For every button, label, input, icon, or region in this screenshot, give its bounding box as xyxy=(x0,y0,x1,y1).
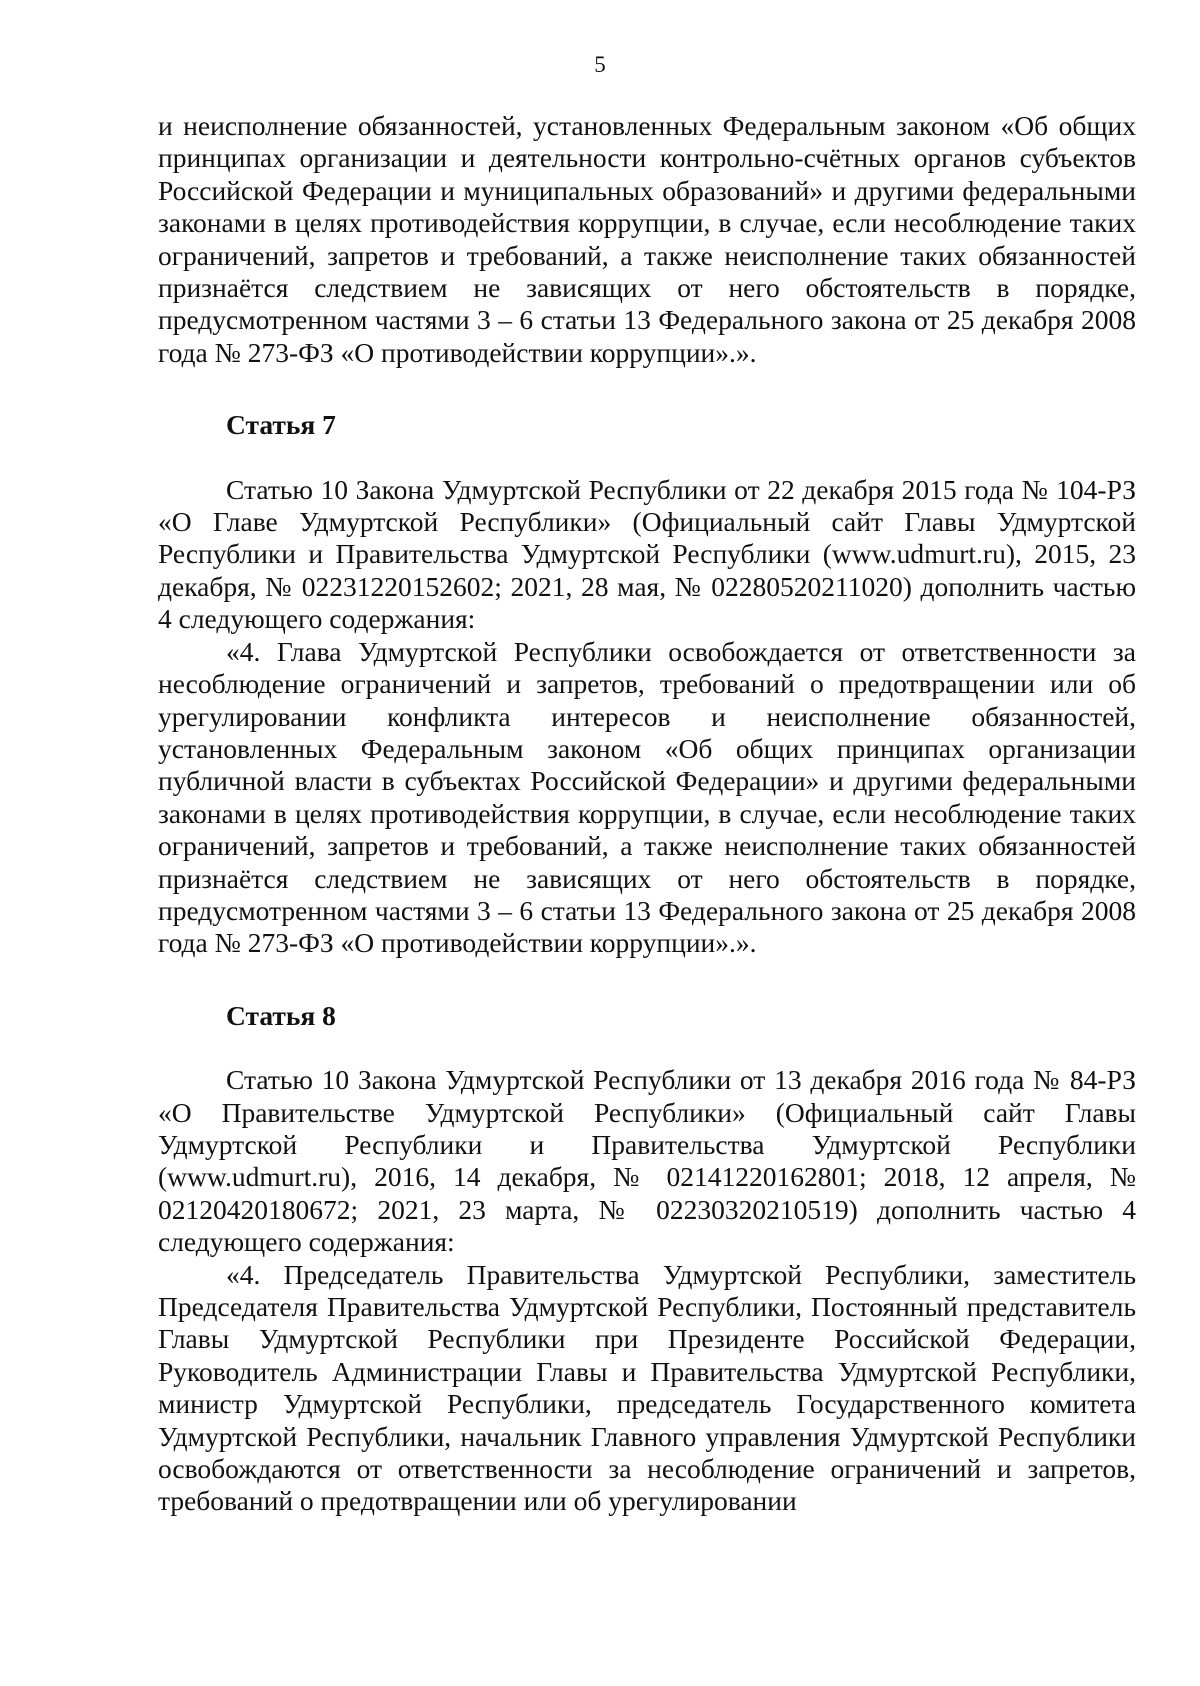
article-8-paragraph-2: «4. Председатель Правительства Удмуртской Республики, заместитель Председателя Правительства Удмуртской Республики, Постоянный представитель Главы Удмуртской Республики при Президенте Российской Федерации, Руководитель Администрации Главы и Правительства Удмуртской Республики, министр Удмуртской Республики, председатель Государственного комитета Удмуртской Республики, начальник Главного управления Удмуртской Республики освобождаются от ответственности за несоблюдение ограничений и запретов, требований о предотвращении или об урегулировании xyxy=(158,1258,1136,1517)
article-7-heading: Статья 7 xyxy=(226,409,336,441)
document-body xyxy=(158,110,1136,1518)
article-8-heading: Статья 8 xyxy=(226,999,336,1031)
spacer xyxy=(158,1032,1136,1064)
page-number: 5 xyxy=(594,52,606,77)
paragraph-continuation: и неисполнение обязанностей, установленных Федеральным законом «Об общих принципах организации и деятельности контрольно-счётных органов субъектов Российской Федерации и муниципальных образований» и другими федеральными законами в целях противодействия коррупции, в случае, если несоблюдение таких ограничений, запретов и требований, а также неисполнение таких обязанностей признаётся следствием не зависящих от него обстоятельств в порядке, предусмотренном частями 3 – 6 статьи 13 Федерального закона от 25 декабря 2008 года № 273-ФЗ «О противодействии коррупции».». xyxy=(158,110,1136,368)
spacer xyxy=(158,960,1136,1000)
spacer xyxy=(158,442,1136,474)
article-7-paragraph-2: «4. Глава Удмуртской Республики освобождается от ответственности за несоблюдение ограничений и запретов, требований о предотвращении или об урегулировании конфликта интересов и неисполнение обязанностей, установленных Федеральным законом «Об общих принципах организации публичной власти в субъектах Российской Федерации» и другими федеральными законами в целях противодействия коррупции, в случае, если несоблюдение таких ограничений, запретов и требований, а также неисполнение таких обязанностей признаётся следствием не зависящих от него обстоятельств в порядке, предусмотренном частями 3 – 6 статьи 13 Федерального закона от 25 декабря 2008 года № 273-ФЗ «О противодействии коррупции».». xyxy=(158,635,1136,959)
spacer xyxy=(158,369,1136,409)
article-8-paragraph-1: Статью 10 Закона Удмуртской Республики от 13 декабря 2016 года № 84-РЗ «О Правительстве Удмуртской Республики» (Официальный сайт Главы Удмуртской Республики и Правительства Удмуртской Республики (www.udmurt.ru), 2016, 14 декабря, № 02141220162801; 2018, 12 апреля, № 02120420180672; 2021, 23 марта, № 02230320210519) дополнить частью 4 следующего содержания: xyxy=(158,1064,1136,1258)
article-7-paragraph-1: Статью 10 Закона Удмуртской Республики от 22 декабря 2015 года № 104-РЗ «О Главе Удмуртской Республики» (Официальный сайт Главы Удмуртской Республики и Правительства Удмуртской Республики (www.udmurt.ru), 2015, 23 декабря, № 02231220152602; 2021, 28 мая, № 02280520211020) дополнить частью 4 следующего содержания: xyxy=(158,473,1136,635)
